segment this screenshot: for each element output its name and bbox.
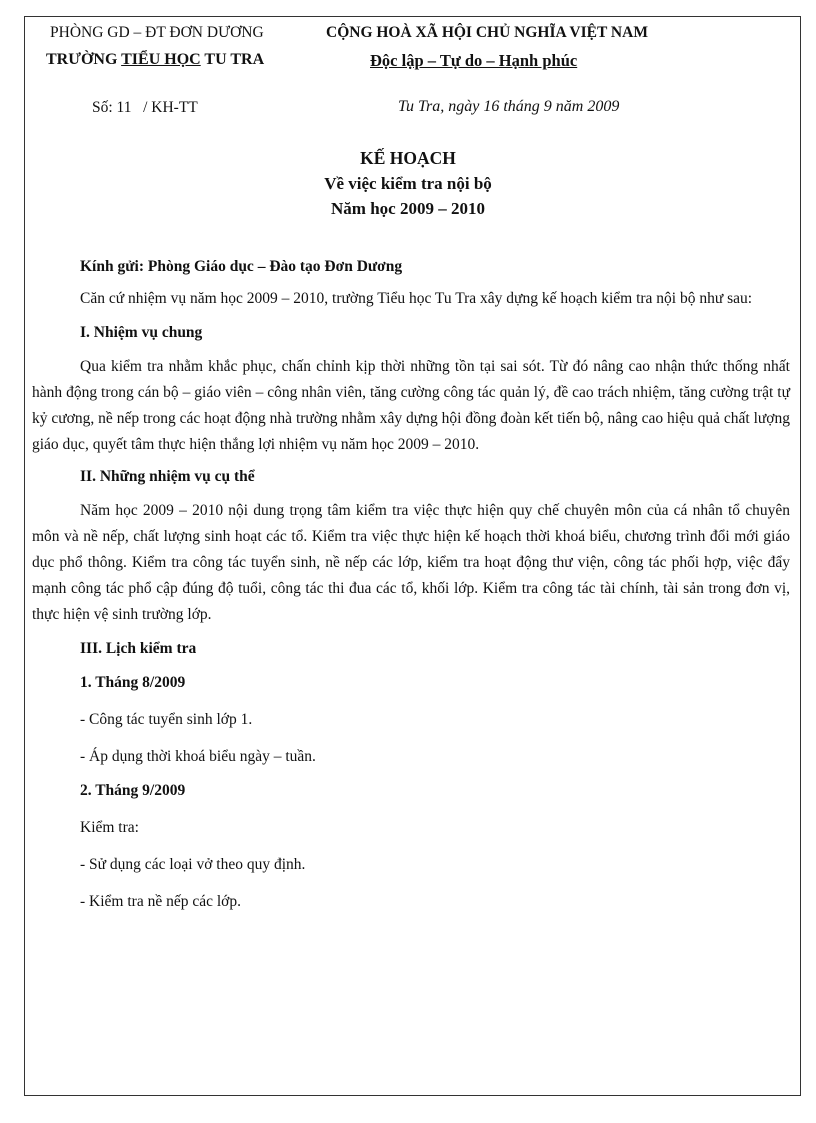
section-1-paragraph: Qua kiểm tra nhằm khắc phục, chấn chỉnh kịp thời những tồn tại sai sót. Từ đó nâng cao nhận thức thống nhất hành động trong cán bộ – giáo viên – công nhân viên, tăng cường công tác quản lý, đề cao trách nhiệm, tăng cường trật tự kỷ cương, nề nếp trong các hoạt động nhà trường nhằm xây dựng hội đồng đoàn kết tiến bộ, nâng cao hiệu quả chất lượng giáo dục, quyết tâm thực hiện thắng lợi nhiệm vụ năm học 2009 – 2010. <box>32 358 790 453</box>
national-motto: Độc lập – Tự do – Hạnh phúc <box>370 51 578 70</box>
document-body <box>32 254 790 915</box>
school-prefix: TRƯỜNG <box>46 51 122 68</box>
month-2-heading: 2. Tháng 9/2009 <box>80 782 186 799</box>
school-year: Năm học 2009 – 2010 <box>331 199 485 218</box>
intro-paragraph: Căn cứ nhiệm vụ năm học 2009 – 2010, trường Tiểu học Tu Tra xây dựng kế hoạch kiểm tra nội bộ như sau: <box>80 290 753 307</box>
school-underlined: TIỂU HỌC <box>121 51 201 68</box>
school-suffix: TU TRA <box>200 51 265 68</box>
document-title: KẾ HOẠCH <box>360 148 456 168</box>
school-name <box>46 51 264 69</box>
place-date: Tu Tra, ngày 16 tháng 9 năm 2009 <box>398 98 620 115</box>
document-number: Số: 11 / KH-TT <box>92 99 198 116</box>
section-2-paragraph: Năm học 2009 – 2010 nội dung trọng tâm kiểm tra việc thực hiện quy chế chuyên môn của cá nhân tổ chuyên môn và nề nếp, chất lượng sinh hoạt các tổ. Kiểm tra việc thực hiện kế hoạch thời khoá biểu, chương trình đổi mới giáo dục phổ thông. Kiểm tra công tác tuyển sinh, nề nếp các lớp, kiểm tra hoạt động thư viện, công tác phối hợp, việc đẩy mạnh công tác phổ cập đúng độ tuổi, công tác thi đua các tổ, khối lớp. Kiểm tra công tác tài chính, tài sản trong đơn vị, thực hiện vệ sinh trường lớp. <box>32 502 790 623</box>
list-item: - Sử dụng các loại vở theo quy định. <box>80 856 306 873</box>
document-subtitle: Về việc kiểm tra nội bộ <box>324 174 492 193</box>
section-2-heading: II. Những nhiệm vụ cụ thể <box>80 468 255 485</box>
month-1-heading: 1. Tháng 8/2009 <box>80 674 186 691</box>
nation-name: CỘNG HOÀ XÃ HỘI CHỦ NGHĨA VIỆT NAM <box>326 24 648 41</box>
recipient: Kính gửi: Phòng Giáo dục – Đào tạo Đơn Dương <box>80 258 403 275</box>
section-3-heading: III. Lịch kiểm tra <box>80 640 197 657</box>
month-2-lead: Kiểm tra: <box>80 819 139 836</box>
section-1-heading: I. Nhiệm vụ chung <box>80 324 203 341</box>
department-name: PHÒNG GD – ĐT ĐƠN DƯƠNG <box>50 24 264 41</box>
list-item: - Áp dụng thời khoá biểu ngày – tuần. <box>80 748 316 765</box>
list-item: - Kiểm tra nề nếp các lớp. <box>80 893 241 910</box>
list-item: - Công tác tuyển sinh lớp 1. <box>80 711 253 728</box>
